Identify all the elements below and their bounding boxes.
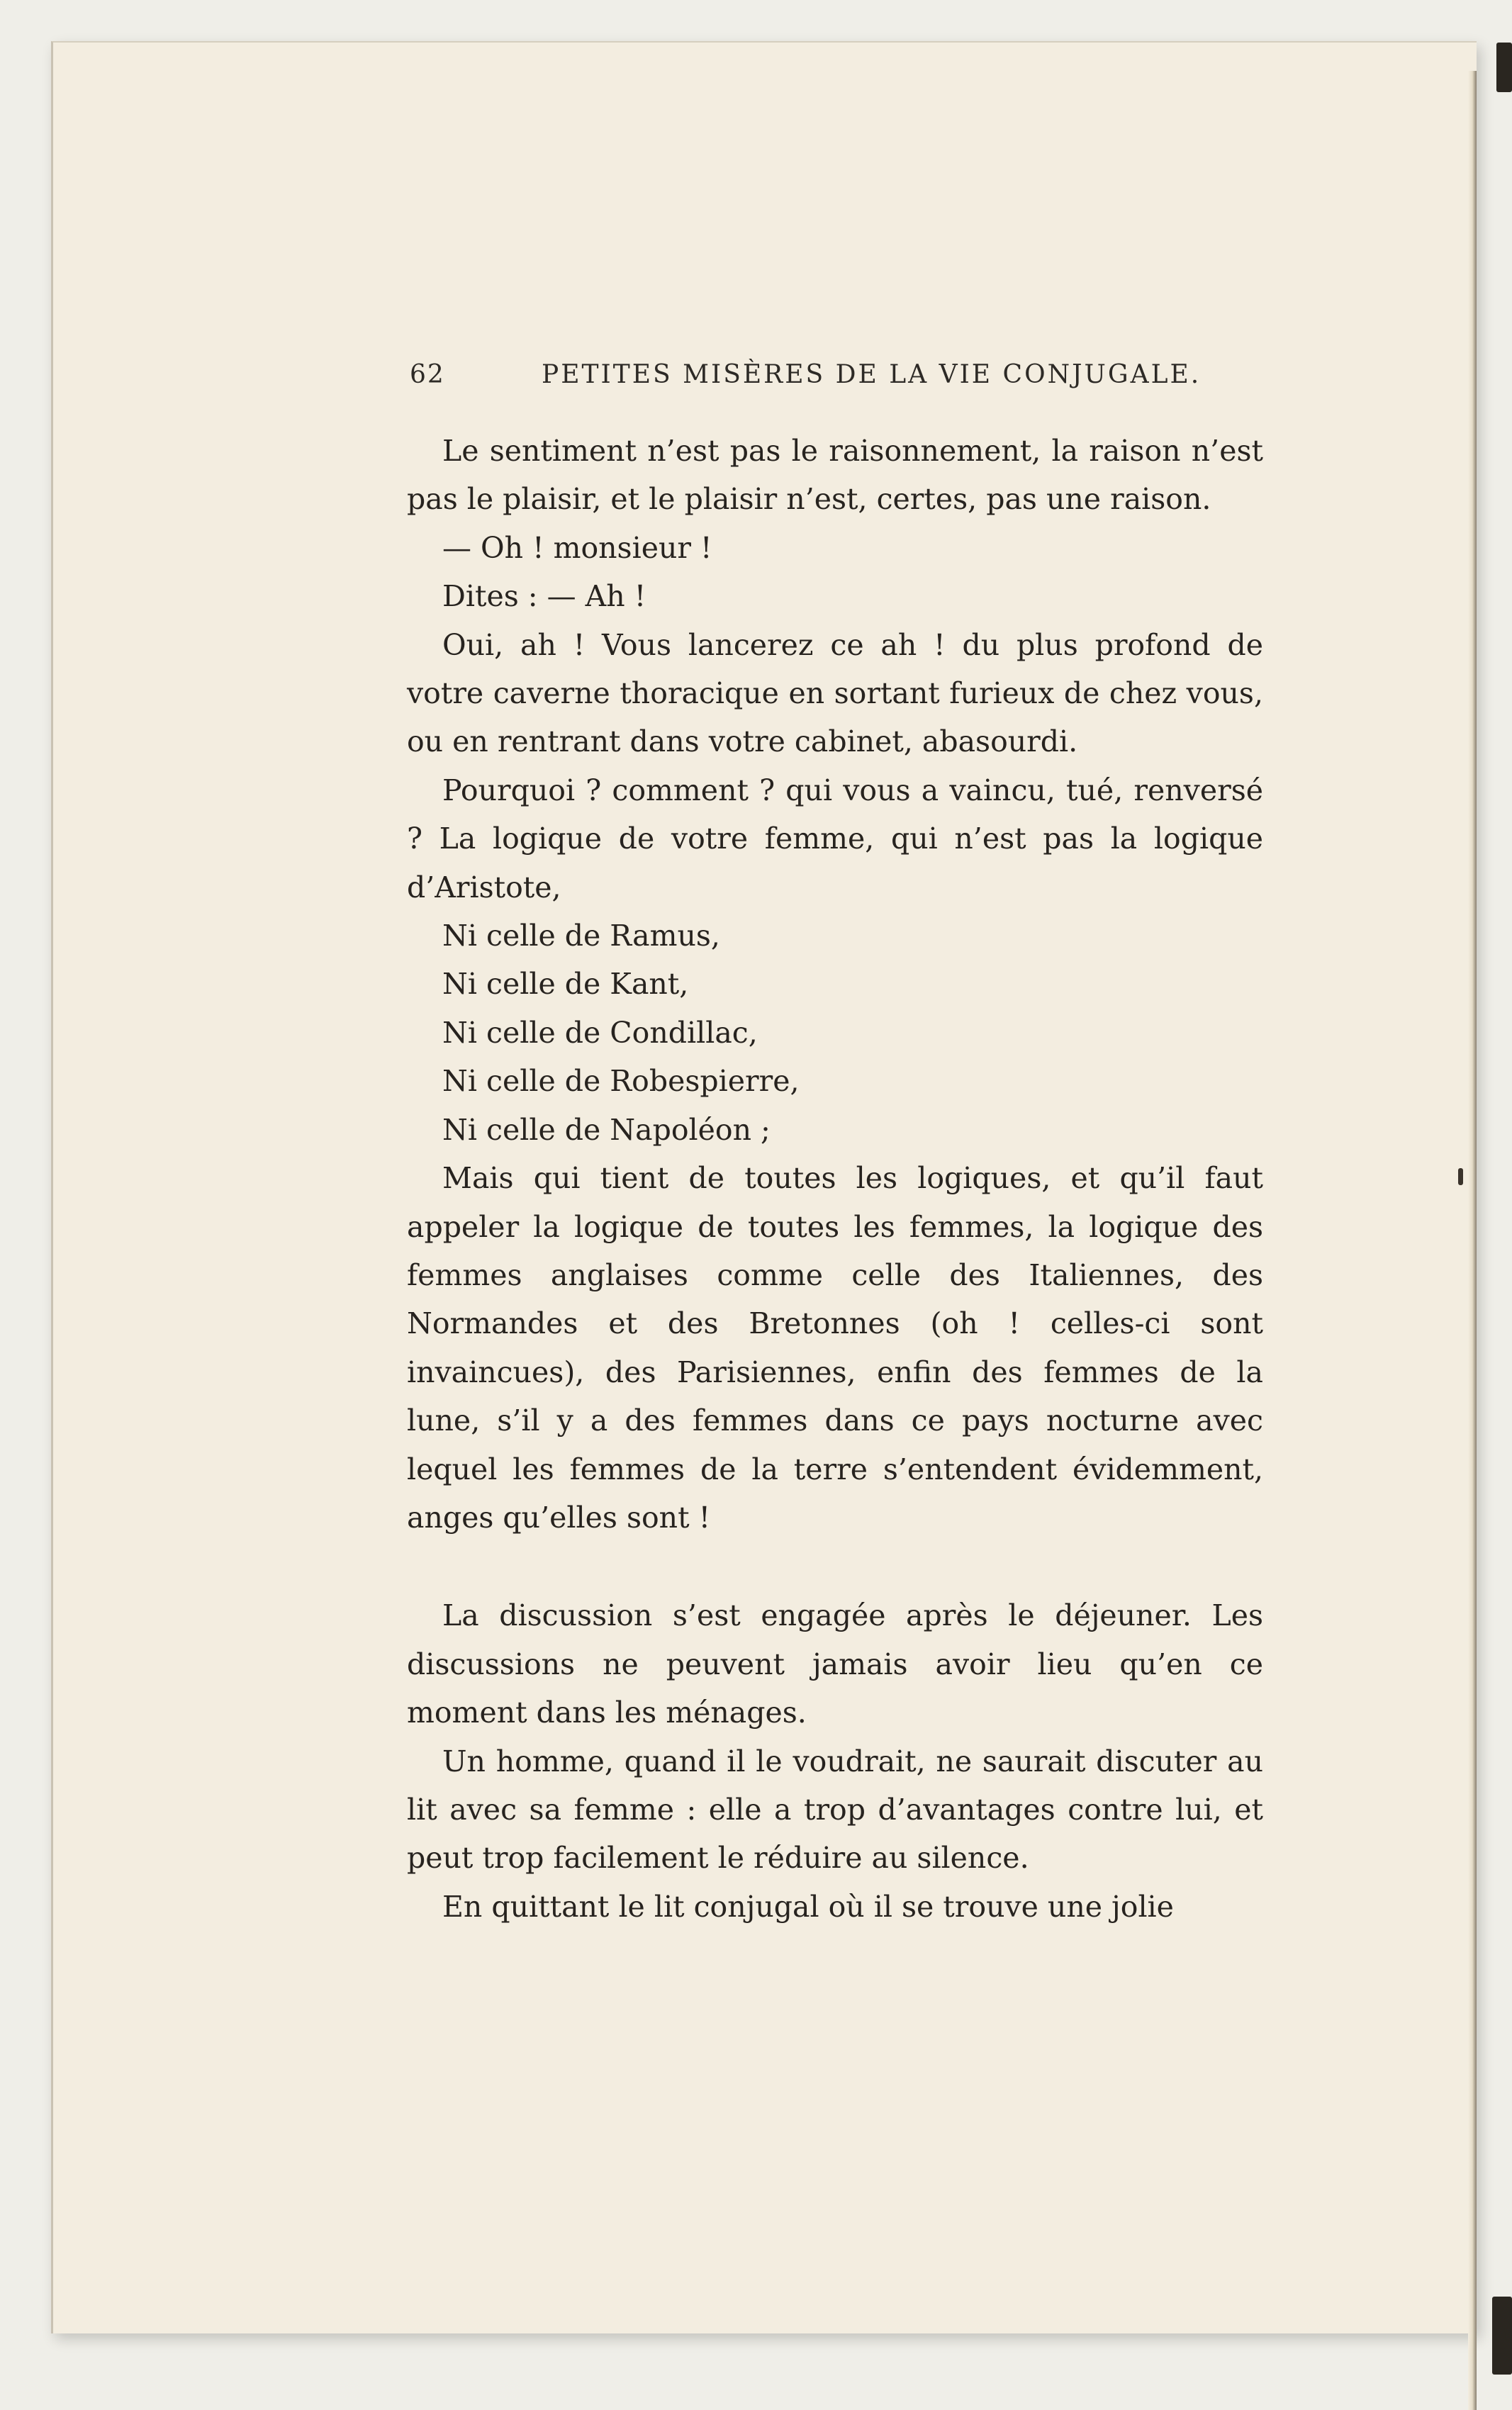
page-number: 62 [410,360,445,389]
binding-clip-bottom [1492,2297,1512,2375]
margin-mark [1458,1168,1463,1185]
paragraph: Un homme, quand il le voudrait, ne saurait discuter au lit avec sa femme : elle a trop d’avantages contre lui, et peut trop facilement le réduire au silence. [407,1744,1263,1876]
page-edge [1468,71,1477,2410]
binding-clip-top [1496,43,1512,92]
paragraph: Mais qui tient de toutes les logiques, et qu’il faut appeler la logique de toutes les femmes, la logique des femmes anglaises comme celle des Italiennes, des Normandes et des Bretonnes (oh ! celles-ci sont invaincues), des Parisiennes, enfin des femmes de la lune, s’il y a des femmes dans ce pays nocturne avec lequel les femmes de la terre s’entendent évidemment, anges qu’elles sont ! [407,1161,1263,1535]
paragraph: Ni celle de Napoléon ; [442,1112,771,1147]
paragraph: Ni celle de Robespierre, [442,1064,800,1099]
paragraph: La discussion s’est engagée après le déjeuner. Les discussions ne peuvent jamais avoir lieu qu’en ce moment dans les ménages. [407,1598,1263,1730]
paragraph: Le sentiment n’est pas le raisonnement, la raison n’est pas le plaisir, et le plaisir n’est, certes, pas une raison. [407,434,1263,517]
paragraph: Pourquoi ? comment ? qui vous a vaincu, tué, renversé ? La logique de votre femme, qui n’est pas la logique d’Aristote, [407,773,1263,904]
paragraph: Ni celle de Kant, [442,967,689,1002]
section-break [407,1542,1263,1591]
body-text [407,427,1263,1931]
paragraph: Dites : — Ah ! [442,579,646,614]
paragraph: Oui, ah ! Vous lancerez ce ah ! du plus profond de votre caverne thoracique en sortant furieux de chez vous, ou en rentrant dans votre cabinet, abasourdi. [407,627,1263,759]
paragraph: — Oh ! monsieur ! [442,530,712,565]
paragraph: Ni celle de Ramus, [442,919,720,953]
paragraph: En quittant le lit conjugal où il se trouve une jolie [442,1889,1174,1924]
running-title: PETITES MISÈRES DE LA VIE CONJUGALE. [542,360,1202,389]
paragraph: Ni celle de Condillac, [442,1015,758,1050]
